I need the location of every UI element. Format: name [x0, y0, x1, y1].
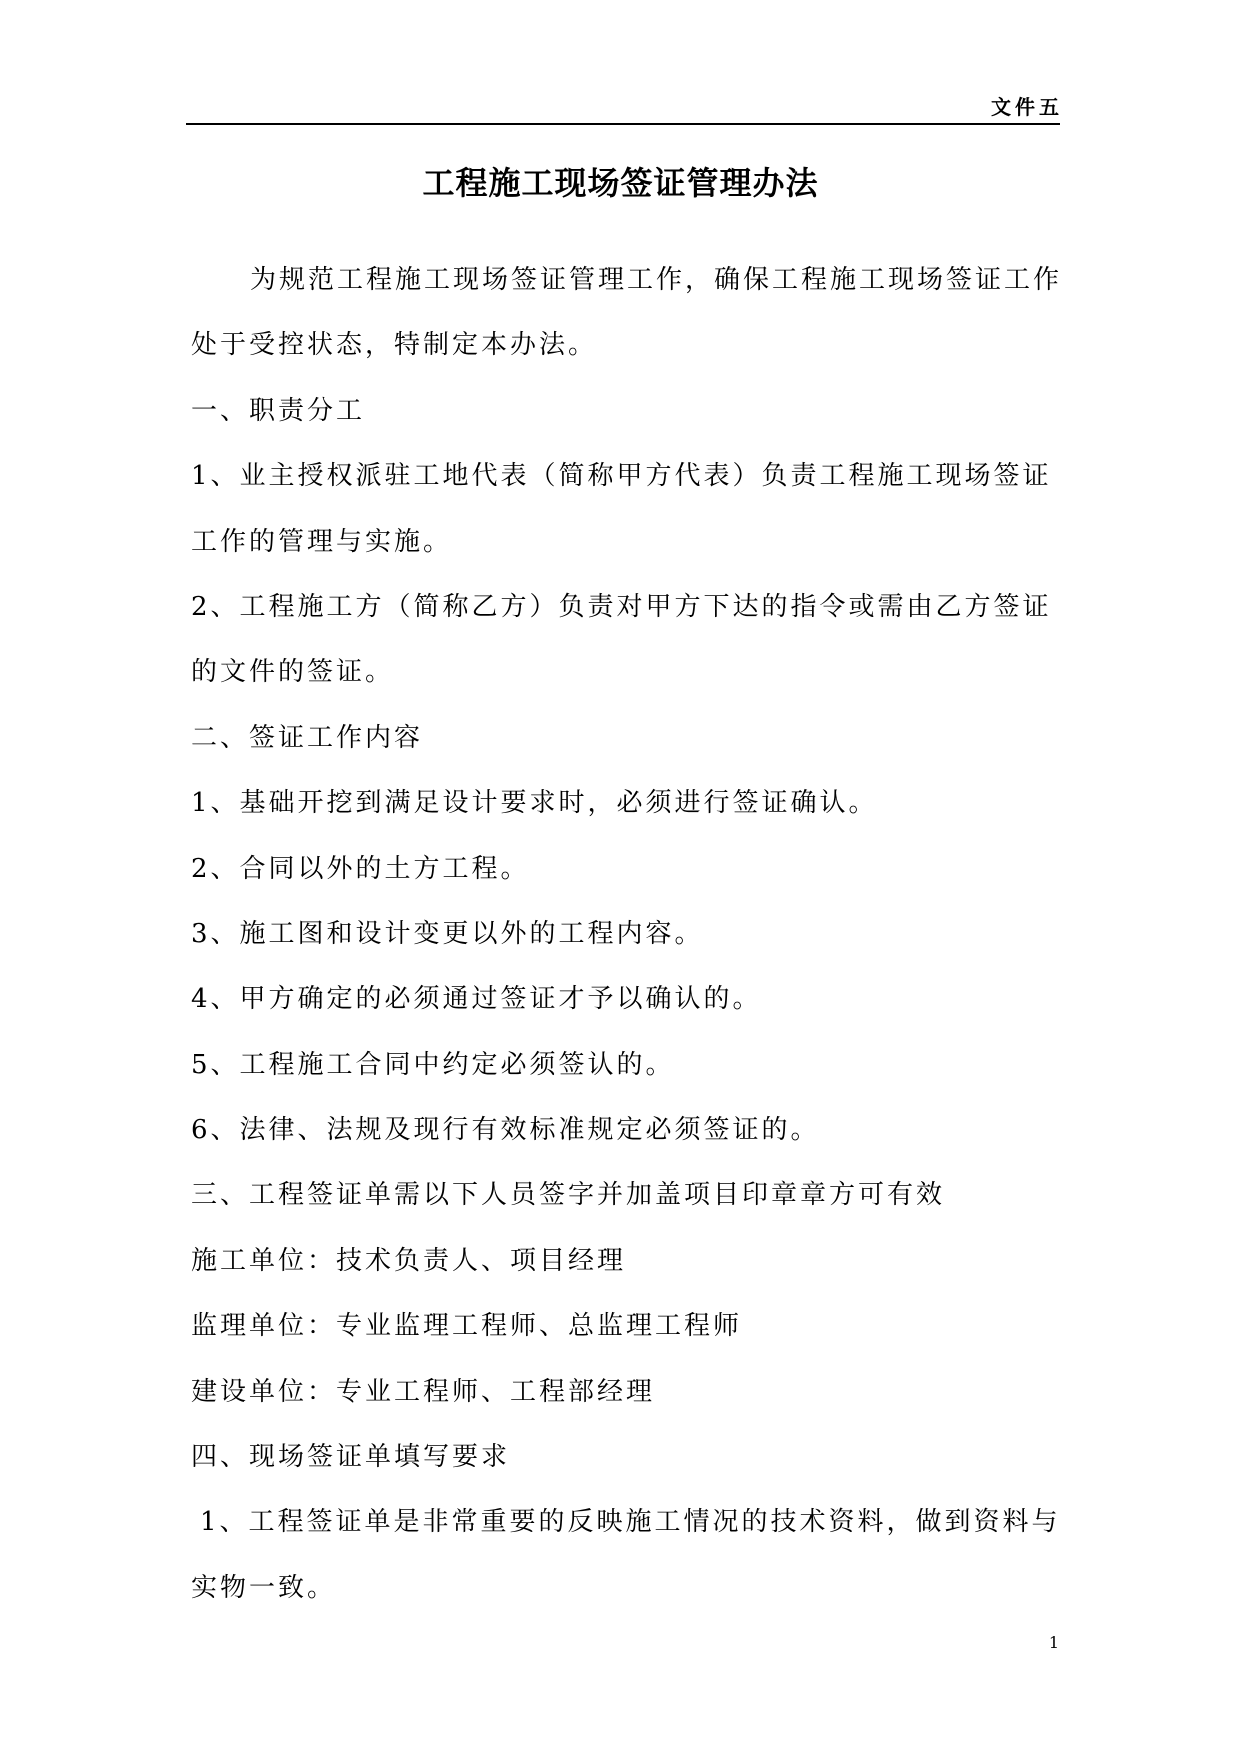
item-line: 4、甲方确定的必须通过签证才予以确认的。: [191, 984, 762, 1015]
item-line: 施工单位：技术负责人、项目经理: [191, 1245, 627, 1276]
section-heading: 四、现场签证单填写要求: [191, 1442, 511, 1473]
item-line: 5、工程施工合同中约定必须签认的。: [191, 1049, 675, 1080]
item-line: 监理单位：专业监理工程师、总监理工程师: [191, 1311, 743, 1342]
item-line: 2、合同以外的土方工程。: [191, 853, 530, 884]
section-heading: 二、签证工作内容: [191, 722, 424, 753]
item-line: 1、基础开挖到满足设计要求时，必须进行签证确认。: [191, 788, 878, 819]
item-line: 建设单位：专业工程师、工程部经理: [191, 1376, 656, 1407]
item-line: 2、工程施工方（简称乙方）负责对甲方下达的指令或需由乙方签证: [191, 591, 1052, 622]
item-line: 1、工程签证单是非常重要的反映施工情况的技术资料，做到资料与: [200, 1507, 1061, 1538]
section-heading: 一、职责分工: [191, 395, 366, 426]
item-line: 工作的管理与实施。: [191, 526, 453, 557]
page-number: 1: [1048, 1633, 1060, 1652]
header-label: 文件五: [991, 95, 1063, 119]
item-line: 实物一致。: [191, 1572, 337, 1603]
intro-line: 处于受控状态，特制定本办法。: [191, 330, 598, 361]
document-title: 工程施工现场签证管理办法: [422, 164, 819, 202]
header-rule: [186, 123, 1060, 125]
item-line: 3、施工图和设计变更以外的工程内容。: [191, 918, 704, 949]
intro-line: 为规范工程施工现场签证管理工作，确保工程施工现场签证工作: [250, 265, 1063, 295]
item-line: 1、业主授权派驻工地代表（简称甲方代表）负责工程施工现场签证: [191, 461, 1052, 492]
section-heading: 三、工程签证单需以下人员签字并加盖项目印章章方可有效: [191, 1180, 946, 1211]
item-line: 的文件的签证。: [191, 657, 395, 688]
item-line: 6、法律、法规及现行有效标准规定必须签证的。: [191, 1115, 820, 1146]
document-body: [191, 248, 1071, 1621]
